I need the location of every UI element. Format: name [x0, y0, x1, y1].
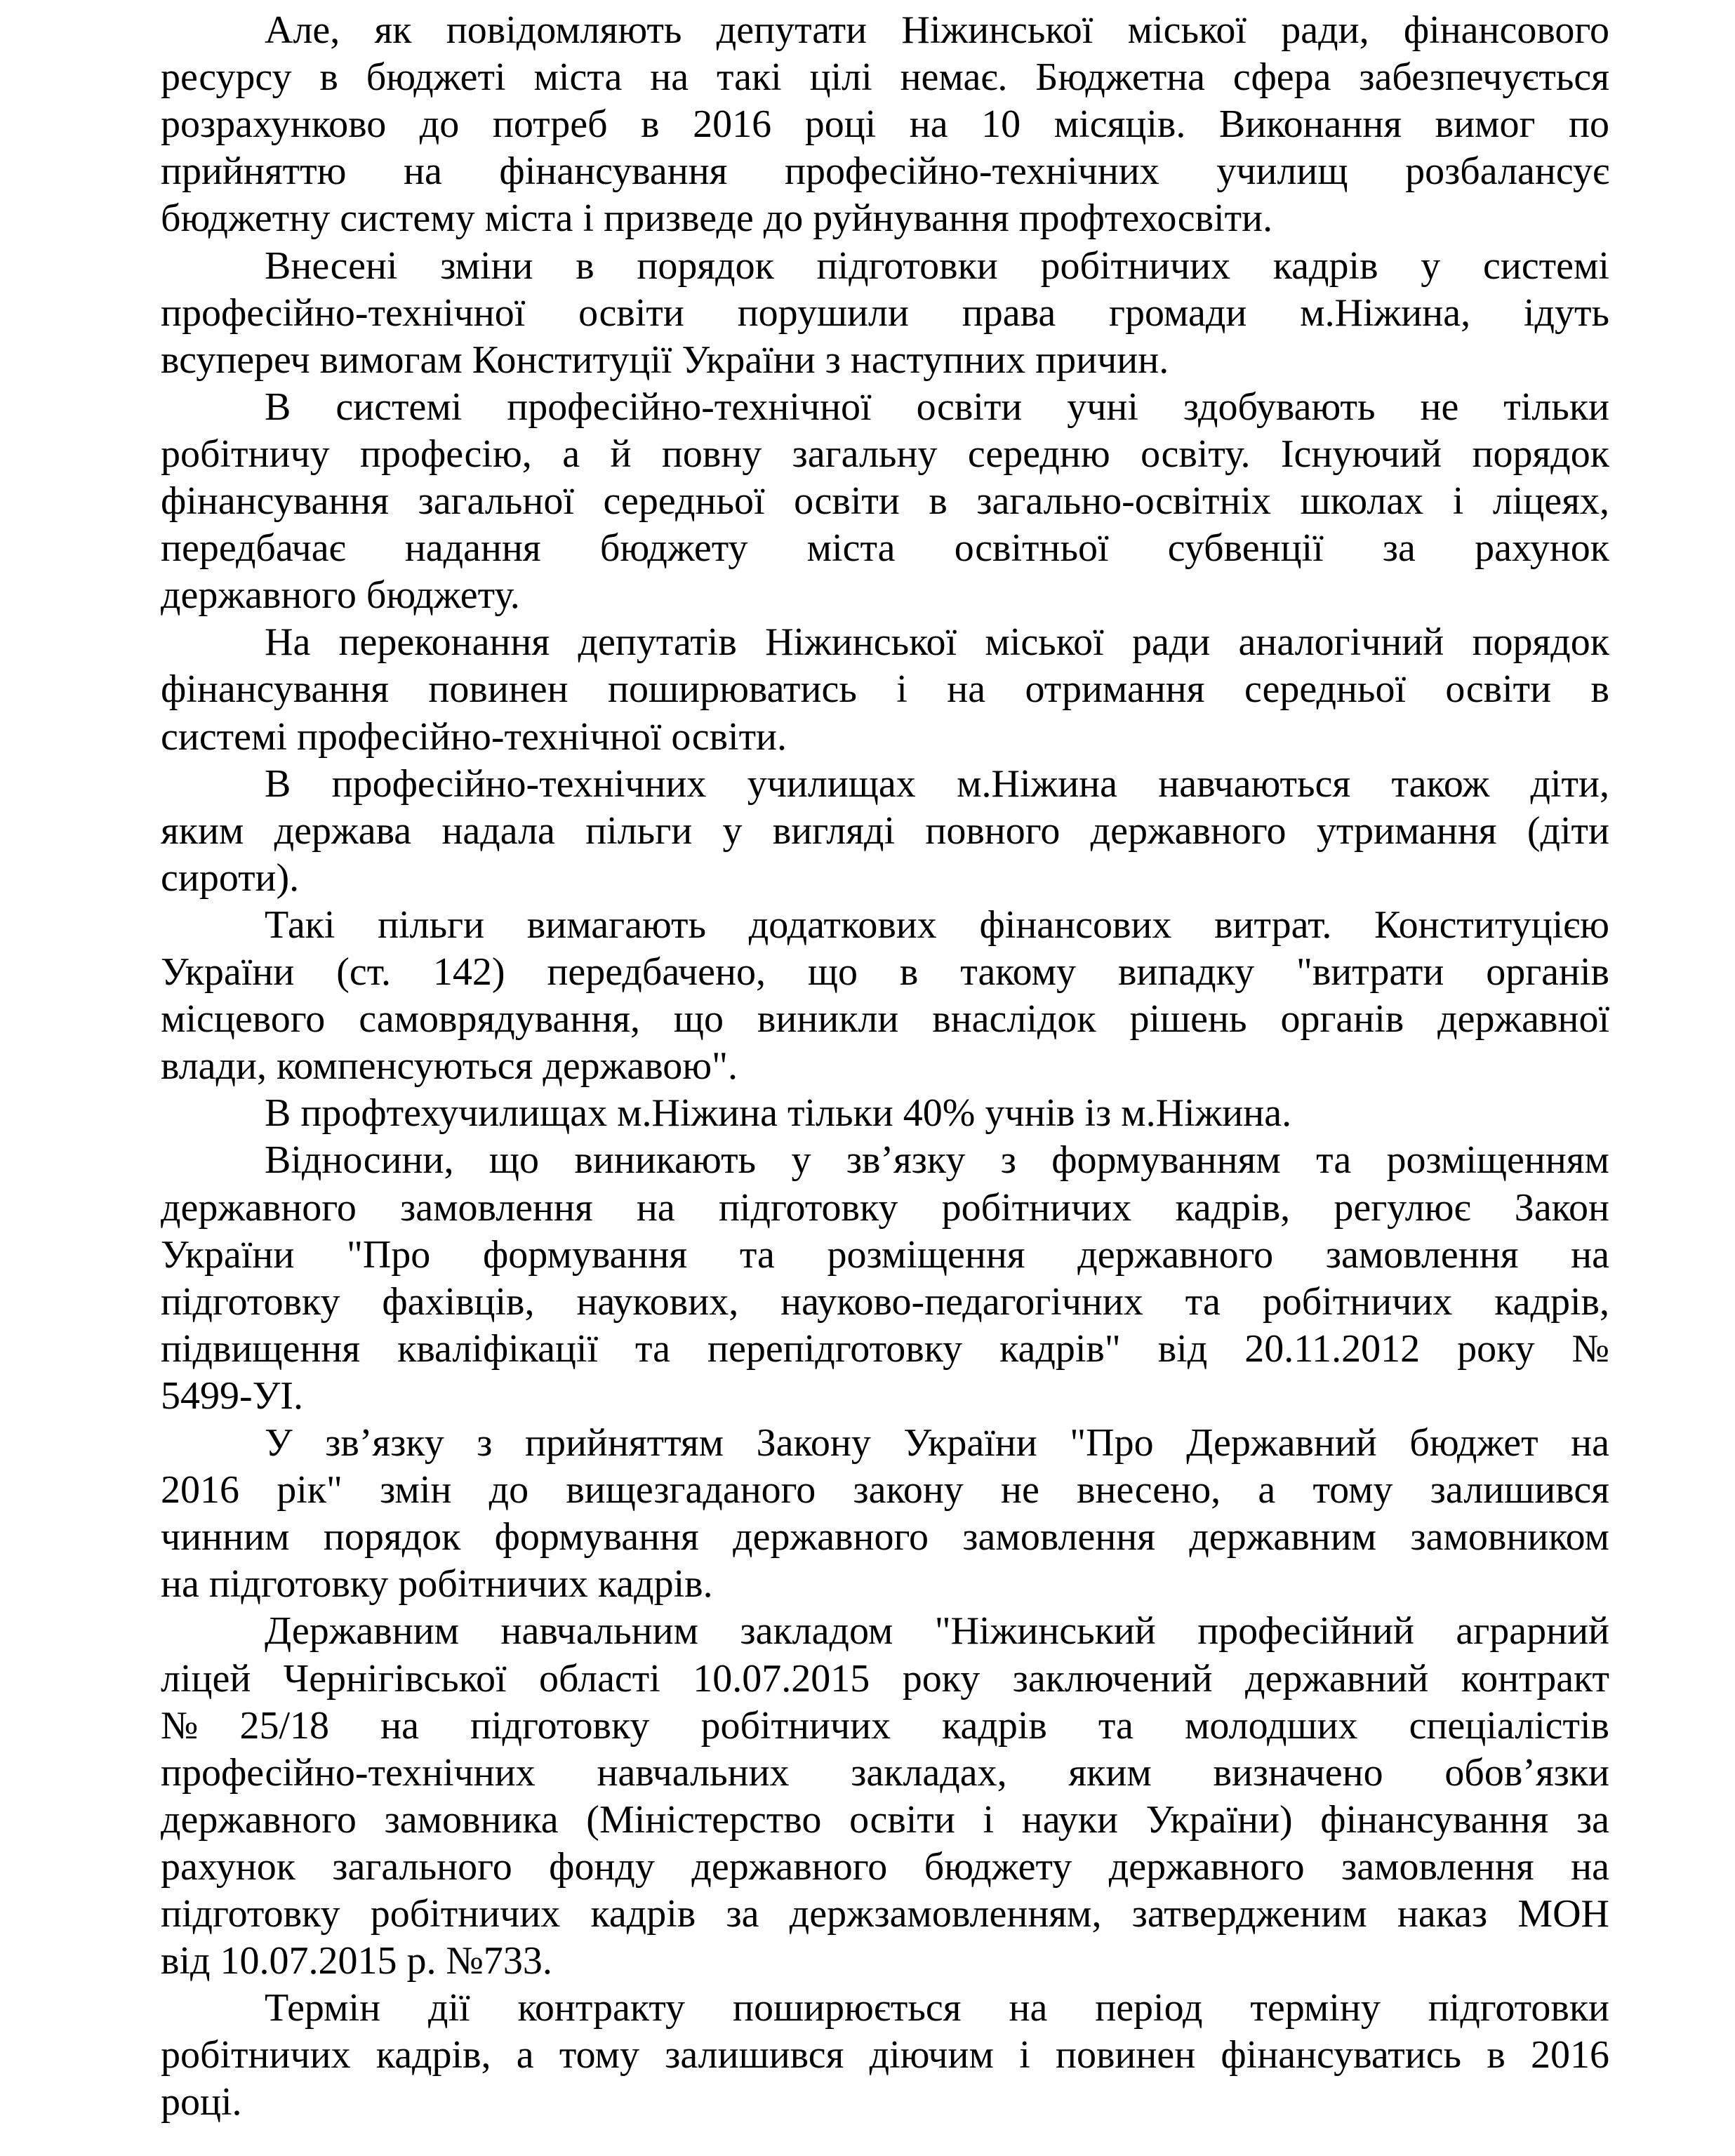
text-line: на підготовку робітничих кадрів.: [161, 1562, 713, 1606]
text-line: Державним навчальним закладом "Ніжинський професійний аграрний: [265, 1609, 1609, 1653]
text-line: від 10.07.2015 р. №733.: [161, 1939, 552, 1983]
text-line: професійно-технічних навчальних закладах, яким визначено обов’язки: [161, 1750, 1609, 1795]
text-line: передбачає надання бюджету міста освітньої субвенції за рахунок: [161, 526, 1609, 571]
text-line: розрахунково до потреб в 2016 році на 10 місяців. Виконання вимог по: [161, 102, 1609, 147]
text-line: Але, як повідомляють депутати Ніжинської міської ради, фінансового: [265, 8, 1609, 52]
text-line: сироти).: [161, 856, 300, 900]
text-line: державного замовника (Міністерство освіти і науки України) фінансування за: [161, 1797, 1609, 1842]
text-line: №25/18 на підготовку робітничих кадрів та молодших спеціалістів: [161, 1703, 1609, 1748]
text-line: рахунок загального фонду державного бюджету державного замовлення на: [161, 1844, 1609, 1889]
text-line: Відносини, що виникають у зв’язку з формуванням та розміщенням: [265, 1138, 1609, 1183]
text-line: України (ст. 142) передбачено, що в такому випадку "витрати органів: [161, 950, 1609, 994]
text-line: В профтехучилищах м.Ніжина тільки 40% учнів із м.Ніжина.: [265, 1091, 1292, 1136]
text-line: 5499-УІ.: [161, 1373, 303, 1418]
text-line: році.: [161, 2080, 242, 2124]
text-line: Внесені зміни в порядок підготовки робітничих кадрів у системі: [265, 244, 1609, 288]
text-line: Термін дії контракту поширюється на період терміну підготовки: [265, 1986, 1609, 2030]
text-line: державного бюджету.: [161, 573, 520, 618]
text-line: У зв’язку з прийняттям Закону України "Про Державний бюджет на: [265, 1421, 1609, 1465]
text-line: ліцей Чернігівської області 10.07.2015 року заключений державний контракт: [161, 1656, 1609, 1701]
text-line: фінансування загальної середньої освіти в загально-освітніх школах і ліцеях,: [161, 479, 1609, 523]
text-line: підвищення кваліфікації та перепідготовку кадрів" від 20.11.2012 року №: [161, 1326, 1609, 1371]
text-line: системі професійно-технічної освіти.: [161, 714, 787, 759]
text-line: фінансування повинен поширюватись і на отримання середньої освіти в: [161, 667, 1609, 712]
text-line: влади, компенсуються державою".: [161, 1044, 738, 1089]
text-line: України "Про формування та розміщення державного замовлення на: [161, 1232, 1609, 1277]
text-line: бюджетну систему міста і призведе до руйнування профтехосвіти.: [161, 197, 1273, 241]
text-line: прийняттю на фінансування професійно-технічних училищ розбалансує: [161, 149, 1609, 194]
text-line: ресурсу в бюджеті міста на такі цілі немає. Бюджетна сфера забезпечується: [161, 55, 1609, 100]
text-line: Такі пільги вимагають додаткових фінансових витрат. Конституцією: [265, 903, 1609, 947]
text-line: На переконання депутатів Ніжинської міської ради аналогічний порядок: [265, 620, 1609, 665]
text-line: 2016 рік" змін до вищезгаданого закону не внесено, а тому залишився: [161, 1468, 1609, 1512]
text-line: яким держава надала пільги у вигляді повного державного утримання (діти: [161, 808, 1609, 853]
text-line: підготовку фахівців, наукових, науково-педагогічних та робітничих кадрів,: [161, 1279, 1609, 1324]
text-line: В системі професійно-технічної освіти учні здобувають не тільки: [265, 385, 1609, 429]
text-line: місцевого самоврядування, що виникли внаслідок рішень органів державної: [161, 997, 1609, 1042]
text-line: чинним порядок формування державного замовлення державним замовником: [161, 1515, 1609, 1559]
text-line: робітничих кадрів, а тому залишився діючим і повинен фінансуватись в 2016: [161, 2033, 1609, 2077]
text-line: В професійно-технічних училищах м.Ніжина навчаються також діти,: [265, 761, 1609, 806]
text-line: професійно-технічної освіти порушили права громади м.Ніжина, ідуть: [161, 291, 1609, 335]
text-line: державного замовлення на підготовку робітничих кадрів, регулює Закон: [161, 1185, 1609, 1230]
text-line: робітничу професію, а й повну загальну середню освіту. Існуючий порядок: [161, 432, 1609, 476]
text-line: підготовку робітничих кадрів за держзамовленням, затвердженим наказ МОН: [161, 1892, 1609, 1936]
text-line: всупереч вимогам Конституції України з наступних причин.: [161, 338, 1169, 382]
